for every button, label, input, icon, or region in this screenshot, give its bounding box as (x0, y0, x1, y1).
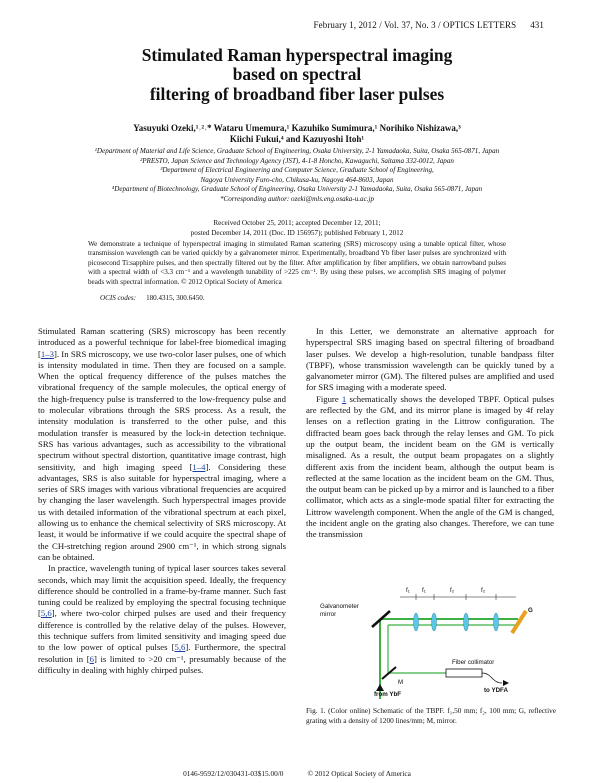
paragraph (306, 394, 554, 541)
f1-label: f₁ (406, 587, 410, 594)
paper-title (0, 46, 594, 104)
affiliation: ²PRESTO, Japan Science and Technology Agency (JST), 4-1-8 Honcho, Kawaguchi, Saitama 332-0012, Japan (140, 156, 454, 165)
paragraph: In this Letter, we demonstrate an alternative approach for hyperspectral SRS imaging based on spectral filtering of broadband laser pulses. We develop a high-resolution, tunable bandpass filter (TBPF), whose transmission wavelength can be quickly tuned by a galvanometer mirror (GM). The filtered pulses are amplified and used for SRS imaging with a moderate speed. (306, 326, 554, 393)
figure-1-schematic (306, 587, 556, 699)
lens-f2-icon (464, 613, 469, 631)
paragraph (38, 326, 286, 563)
grating-label: G (528, 607, 533, 614)
abstract: We demonstrate a technique of hyperspectral imaging in stimulated Raman scattering (SRS) microscopy using a tunable optical filter, whose transmission wavelength can be varied quickly by a galvanometer mirror. Experimentally, broadband Yb fiber laser pulses are synchronized with picosecond Ti:sapphire pulses, and then spectrally filtered out by the filter. After amplification by fiber amplifiers, we obtain narrowband pulses with a spectral width of <3.3 cm⁻¹ and a wavelength tunability of >225 cm⁻¹. By using these pulses, we accomplish SRS imaging of polymer beads with spectral information. © 2012 Optical Society of America (88, 240, 506, 286)
corresponding-author: *Corresponding author: ozeki@mls.eng.osaka-u.ac.jp (219, 194, 375, 203)
text-run: ]. Considering these advantages, SRS is also suitable for hyperspectral imaging, where a series of SRS images with various vibrational frequencies are acquired by changing the laser wavelength. Such hyperspectral images provide us with detailed information of the vibrational spectrum at each pixel, allowing us to enhance the chemical selectivity of SRS microscopy. At least, it would be informative if we could acquire the spectral shape of the CH-stretching region around 2900 cm⁻¹, in which strong signals can be obtained. (38, 461, 286, 562)
text-run: Figure (316, 393, 342, 404)
author-line: Kiichi Fukui,⁴ and Kazuyoshi Itoh¹ (229, 133, 365, 144)
lens-f2b-icon (494, 613, 499, 631)
output-arrow-icon (503, 680, 509, 686)
text-run: ], where two-color chirped pulses are used and their frequency difference is controlled by the relative delay of the pulses. However, this technique suffers from limited sensitivity and imaging speed due to the low power of optical pulses [ (38, 608, 286, 653)
page-footer (0, 769, 594, 778)
f2-label: f₂ (450, 587, 455, 594)
reference-link[interactable]: 6 (89, 653, 94, 664)
figure-link[interactable]: 1 (341, 393, 347, 404)
title-line: Stimulated Raman hyperspectral imaging (141, 45, 453, 65)
grating-icon (512, 611, 526, 633)
copyright: © 2012 Optical Society of America (307, 769, 411, 778)
affiliation: Nagoya University Furo-cho, Chikusa-ku, Nagoya 464-8603, Japan (200, 175, 394, 184)
right-column (306, 326, 554, 541)
affiliation: ³Department of Electrical Engineering and Computer Science, Graduate School of Engineering, (160, 166, 434, 175)
text-run: Stimulated Raman scattering (SRS) microscopy has been recently introduced as a powerful technique for label-free biomedical imaging [ (38, 326, 286, 359)
text-run: schematically shows the developed TBPF. Optical pulses are reflected by the GM, and its mirror plane is imaged by 4f relay lenses on a reflection grating in the Littrow configuration. The diffracted beam goes back through the relay lenses and GM. To pick up the output beam, the incident beam on the GM is vertically misaligned. As a result, the output beam propagates on a slightly different axis from the incident beam, although the output beam is reflected at the same location as the incident beam on the GM. Thus, the output beam can be picked up by a mirror and is launched to a fiber collimator, which acts as a single-mode spatial filter for extracting the Littrow wavelength component. When the angle of the GM is changed, the incident angle on the grating also changes. Therefore, we can tune the transmission (306, 393, 555, 540)
text-run: ]. Furthermore, the spectral resolution in [ (38, 642, 286, 664)
affiliation: ¹Department of Material and Life Science, Graduate School of Engineering, Osaka University, 2-1 Yamadaoka, Suita, Osaka 565-0871, Japan (94, 147, 500, 155)
galvanometer-label: Galvanometer mirror (320, 603, 359, 618)
title-line: filtering of broadband fiber laser pulses (149, 83, 445, 104)
fiber-collimator-icon (446, 669, 482, 677)
journal-line: February 1, 2012 / Vol. 37, No. 3 / OPTICS LETTERS (313, 20, 517, 30)
to-ydfa-label: to YDFA (484, 687, 508, 694)
author-list (0, 123, 594, 144)
running-header (314, 20, 544, 30)
lens-f1b-icon (432, 613, 437, 631)
figure-caption: Fig. 1. (Color online) Schematic of the TBPF. f₁,50 mm; f₂, 100 mm; G, reflective grating with a density of 1200 lines/mm; M, mirror. (306, 706, 556, 725)
affiliation: ⁴Department of Biotechnology, Graduate School of Engineering, Osaka University 2-1 Yamadaoka, Suita, Osaka 565-0871, Japan (111, 185, 483, 194)
f1b-label: f₁ (422, 587, 426, 594)
ocis-codes (100, 294, 205, 302)
from-ybf-label: from YbF (374, 691, 402, 698)
dates-line: posted December 14, 2011 (Doc. ID 156957); published February 1, 2012 (190, 228, 404, 237)
reference-link[interactable]: 1–4 (192, 461, 206, 472)
mirror-label: M (398, 679, 404, 686)
reference-link[interactable]: 5,6 (174, 642, 186, 653)
dates-line: Received October 25, 2011; accepted December 12, 2011; (213, 219, 381, 227)
left-column (38, 326, 286, 676)
page-number: 431 (530, 20, 544, 30)
fiber-line (482, 673, 502, 683)
paragraph (38, 563, 286, 676)
text-run: In practice, wavelength tuning of typical laser sources takes several seconds, which may limit the acquisition speed. Ideally, the frequency difference should be controlled in a frame-by-frame manner. Such fast tuning could be realized by employing the spectral focusing technique [ (38, 563, 286, 619)
lens-f1-icon (414, 613, 419, 631)
reference-link[interactable]: 1–3 (40, 348, 54, 359)
f2b-label: f₂ (481, 587, 486, 594)
ocis-values: 180.4315, 300.6450. (146, 294, 205, 302)
ocis-label: OCIS codes: (100, 294, 137, 302)
text-run: ] is limited to >20 cm⁻¹, presumably because of the difficulty in dealing with highly chirped pulses. (38, 653, 286, 675)
title-line: based on spectral (232, 64, 362, 85)
collimator-label: Fiber collimator (452, 659, 495, 666)
publication-dates (0, 219, 594, 238)
text-run: ]. In SRS microscopy, we use two-color laser pulses, one of which is intensity modulated in time. Then they are focused on a sample. When the optical frequency difference of the pulses matches the vibrational frequency of the sample molecules, the optical energy of the high-frequency pulse is transferred to the low-frequency pulse and to molecular vibrations through the SRS process. As a result, the intensity modulation is transferred to the other pulse, and this modulation transfer is measured by the lock-in detection technique. SRS has various advantages, such as accessibility to the vibrational spectrum without spectral distortion, quantitative image contrast, high sensitivity, and high imaging speed [ (38, 348, 286, 472)
article-code: 0146-9592/12/030431-03$15.00/0 (183, 769, 284, 778)
affiliations (30, 147, 564, 205)
input-arrow-icon (376, 684, 384, 691)
reference-link[interactable]: 5,6 (40, 608, 52, 619)
author-line: Yasuyuki Ozeki,¹˒²˒* Wataru Umemura,¹ Kazuhiko Sumimura,¹ Norihiko Nishizawa,³ (133, 123, 461, 133)
